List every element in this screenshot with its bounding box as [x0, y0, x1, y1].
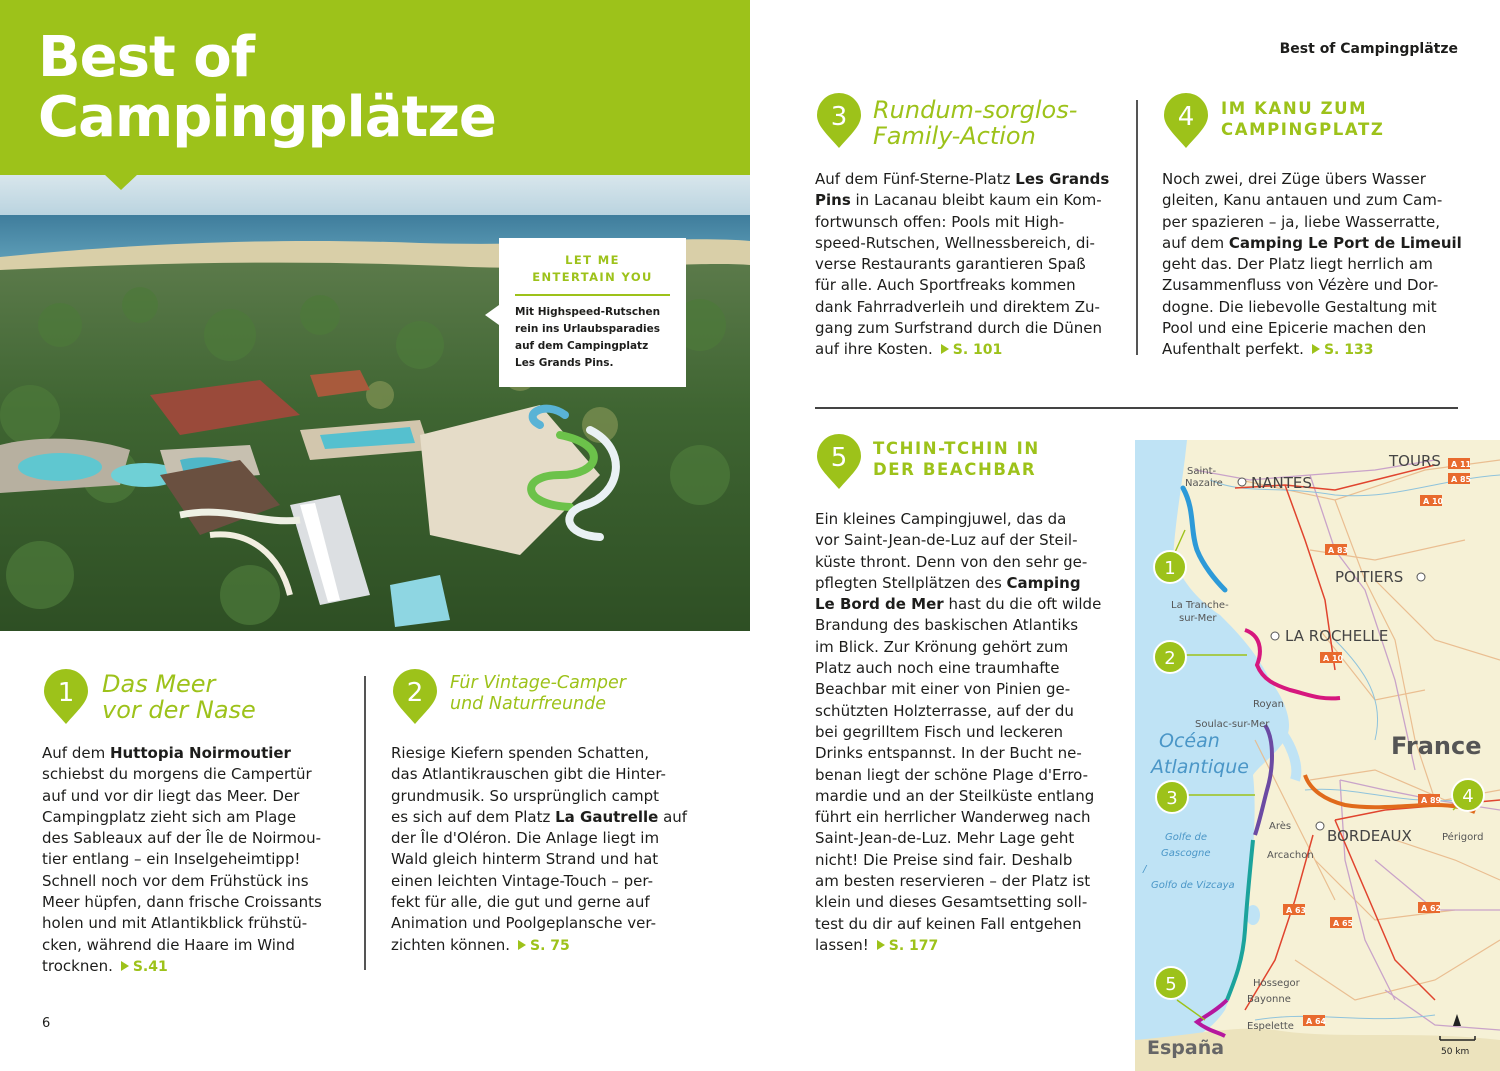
- text-line: Beachbar mit einer von Pinien ge-: [815, 680, 1071, 699]
- section-2-title: Für Vintage-Camper und Naturfreunde: [450, 673, 626, 714]
- text-line: Auf dem Huttopia Noirmoutier: [42, 744, 291, 762]
- page-reference-link[interactable]: S.41: [113, 959, 168, 975]
- text-line: Saint-Jean-de-Luz. Mehr Lage geht: [815, 829, 1075, 848]
- callout-arrow: [485, 305, 499, 325]
- text-line: trocknen. S.41: [42, 956, 168, 975]
- section-3-text: [815, 169, 1115, 362]
- svg-text:3: 3: [1166, 788, 1178, 809]
- section-5-title: TCHIN-TCHIN IN DER BEACHBAR: [873, 439, 1040, 479]
- section-1-text: [42, 743, 342, 978]
- marker-number-4: 4: [1177, 102, 1195, 132]
- text-line: es sich auf dem Platz La Gautrelle auf: [391, 807, 688, 826]
- text-line: gleiten, Kanu antauen und zum Cam-: [1162, 191, 1443, 210]
- text-line: Auf dem Fünf-Sterne-Platz Les Grands: [815, 170, 1110, 188]
- svg-text:sur-Mer: sur-Mer: [1179, 613, 1217, 624]
- city-nantes: NANTES: [1251, 474, 1312, 492]
- text-line: per spazieren – ja, liebe Wasserratte,: [1162, 212, 1441, 231]
- text-line: auf und vor dir liegt das Meer. Der: [42, 786, 300, 805]
- arrow-right-icon: [121, 961, 129, 971]
- page-reference-link[interactable]: S. 133: [1304, 342, 1374, 358]
- text-line: im Blick. Zur Krönung gehört zum: [815, 637, 1069, 656]
- label-gulf: Golfe de: [1165, 832, 1207, 843]
- city-poitiers: POITIERS: [1335, 568, 1404, 586]
- text-line: Animation und Poolgeplansche ver-: [391, 914, 657, 933]
- running-head: Best of Campingplätze: [1279, 41, 1458, 57]
- text-line: Riesige Kiefern spenden Schatten,: [391, 744, 650, 762]
- text-line: Brandung des baskischen Atlantiks: [815, 616, 1079, 635]
- title-line-1: Best of: [38, 25, 255, 90]
- marker-pin-3: [815, 92, 863, 150]
- marker-pin-5: [815, 433, 863, 491]
- text-line: holen und mit Atlantikblick frühstü-: [42, 914, 308, 933]
- text-line: cken, während die Haare im Wind: [42, 935, 295, 954]
- text-line: speed-Rutschen, Wellnessbereich, di-: [815, 233, 1095, 252]
- title-block: [0, 0, 750, 175]
- text-line: Noch zwei, drei Züge übers Wasser: [1162, 170, 1426, 188]
- city-la-tranche: La Tranche-: [1171, 600, 1229, 611]
- text-line: Pins in Lacanau bleibt kaum ein Kom-: [815, 191, 1102, 210]
- svg-text:Gascogne: Gascogne: [1161, 848, 1211, 859]
- text-line: Le Bord de Mer hast du die oft wilde: [815, 595, 1102, 614]
- text-line: verse Restaurants garantieren Spaß: [815, 255, 1086, 274]
- marker-number-5: 5: [830, 443, 848, 473]
- text-line: Schnell noch vor dem Frühstück ins: [42, 871, 309, 890]
- text-line: lassen! S. 177: [815, 935, 939, 954]
- section-3-title: Rundum-sorglos- Family-Action: [873, 96, 1078, 150]
- city-arcachon: Arcachon: [1267, 850, 1314, 861]
- svg-text:A 65: A 65: [1333, 919, 1354, 928]
- svg-text:1: 1: [1164, 558, 1176, 579]
- text-line: geht das. Der Platz liegt herrlich am: [1162, 255, 1433, 274]
- text-line: nicht! Die Preise sind fair. Deshalb: [815, 850, 1073, 869]
- text-line: auf dem Camping Le Port de Limeuil: [1162, 233, 1462, 252]
- text-line: Drinks entspannst. In der Bucht ne-: [815, 744, 1082, 763]
- arrow-right-icon: [877, 940, 885, 950]
- marker-pin-1: [42, 668, 90, 726]
- text-line: Pool und eine Epicerie machen den: [1162, 319, 1427, 338]
- text-line: zichten können. S. 75: [391, 935, 570, 954]
- city-royan: Royan: [1253, 699, 1285, 710]
- svg-text:A 85: A 85: [1451, 475, 1472, 484]
- city-soulac: Soulac-sur-Mer: [1195, 719, 1270, 730]
- svg-text:A 62: A 62: [1421, 904, 1442, 913]
- callout-rule: [515, 294, 670, 296]
- text-line: fortwunsch offen: Pools mit High-: [815, 212, 1065, 231]
- text-line: tier entlang – ein Inselgeheimtipp!: [42, 850, 301, 869]
- text-line: Wald gleich hinterm Strand und hat: [391, 850, 659, 869]
- callout-kicker: LET ME ENTERTAIN YOU: [532, 253, 653, 284]
- label-ocean: Océan: [1159, 730, 1220, 752]
- section-2-text: [391, 743, 701, 957]
- arrow-right-icon: [1312, 344, 1320, 354]
- section-5-text: [815, 509, 1120, 957]
- svg-text:A 63: A 63: [1286, 906, 1307, 915]
- text-line: fekt für alle, die gut und gerne auf: [391, 893, 650, 912]
- svg-text:5: 5: [1165, 974, 1177, 995]
- text-line: vor Saint-Jean-de-Luz auf der Steil-: [815, 531, 1078, 550]
- column-divider-right: [1136, 100, 1138, 355]
- column-divider: [364, 676, 366, 970]
- page-reference-link[interactable]: S. 101: [933, 342, 1003, 358]
- text-line: schützten Holzterrasse, auf der du: [815, 701, 1074, 720]
- text-line: dank Fahrradverleih und direktem Zu-: [815, 297, 1100, 316]
- svg-text:4: 4: [1462, 786, 1474, 807]
- text-line: küste thront. Denn von den sehr ge-: [815, 552, 1088, 571]
- text-line: klein und dieses Gesamtsetting soll-: [815, 893, 1088, 912]
- text-line: einen leichten Vintage-Touch – per-: [391, 871, 654, 890]
- marker-pin-2: [391, 668, 439, 726]
- svg-text:/: /: [1143, 864, 1147, 875]
- title-notch: [104, 174, 138, 190]
- text-line: Zusammenfluss von Vézère und Dor-: [1162, 276, 1439, 295]
- city-tours: TOURS: [1389, 452, 1441, 470]
- text-line: mardie und an der Steilküste entlang: [815, 786, 1095, 805]
- text-line: grundmusik. So ursprünglich campt: [391, 786, 660, 805]
- city-bayonne: Bayonne: [1247, 994, 1291, 1005]
- page-reference-link[interactable]: S. 177: [869, 938, 939, 954]
- text-line: für alle. Auch Sportfreaks kommen: [815, 276, 1076, 295]
- label-france: France: [1391, 732, 1482, 760]
- title-line-2: Campingplätze: [38, 85, 496, 150]
- city-bordeaux: BORDEAUX: [1327, 827, 1412, 845]
- svg-text:2: 2: [1164, 648, 1176, 669]
- svg-text:A 89: A 89: [1421, 796, 1442, 805]
- page-reference-link[interactable]: S. 75: [510, 938, 570, 954]
- city-espelette: Espelette: [1247, 1021, 1294, 1032]
- svg-text:Golfo de Vizcaya: Golfo de Vizcaya: [1151, 880, 1235, 891]
- text-line: dogne. Die liebevolle Gestaltung mit: [1162, 297, 1437, 316]
- text-line: führt ein herrlicher Wanderweg nach: [815, 808, 1091, 827]
- marker-number-2: 2: [406, 678, 424, 708]
- city-saint-nazaire: Saint-: [1187, 466, 1217, 477]
- arrow-right-icon: [518, 940, 526, 950]
- region-map: [1135, 440, 1500, 1071]
- text-line: benan liegt der schöne Plage d'Erro-: [815, 765, 1089, 784]
- arrow-right-icon: [941, 344, 949, 354]
- callout-box: [499, 238, 686, 387]
- svg-text:Atlantique: Atlantique: [1151, 756, 1249, 778]
- text-line: am besten reservieren – der Platz ist: [815, 872, 1091, 891]
- section-4-text: [1162, 169, 1462, 362]
- text-line: des Sableaux auf der Île de Noirmou-: [42, 829, 322, 848]
- text-line: auf ihre Kosten. S. 101: [815, 340, 1003, 359]
- city-hossegor: Hossegor: [1253, 978, 1300, 989]
- svg-text:A 64: A 64: [1306, 1017, 1327, 1026]
- marker-pin-4: [1162, 92, 1210, 150]
- svg-text:A 11: A 11: [1451, 460, 1472, 469]
- horizontal-divider: [815, 407, 1458, 409]
- text-line: bei gegrilltem Fisch und leckeren: [815, 722, 1064, 741]
- page-number: 6: [42, 1016, 51, 1031]
- svg-text:A 10: A 10: [1323, 654, 1344, 663]
- svg-text:A 83: A 83: [1328, 546, 1349, 555]
- marker-number-3: 3: [830, 102, 848, 132]
- callout-body: Mit Highspeed-Rutschen rein ins Urlaubsparadies auf dem Campingplatz Les Grands Pins.: [515, 306, 661, 369]
- text-line: gang zum Surfstrand durch die Dünen: [815, 319, 1102, 338]
- city-la-rochelle: LA ROCHELLE: [1285, 627, 1389, 645]
- marker-number-1: 1: [57, 678, 75, 708]
- section-1-title: Das Meer vor der Nase: [102, 670, 256, 724]
- svg-text:A 10: A 10: [1423, 497, 1444, 506]
- text-line: das Atlantikrauschen gibt die Hinter-: [391, 765, 666, 784]
- text-line: Aufenthalt perfekt. S. 133: [1162, 340, 1374, 359]
- page-title: [38, 25, 496, 150]
- label-espana: España: [1147, 1037, 1225, 1059]
- city-ares: Arès: [1269, 821, 1292, 832]
- region-perigord: Périgord: [1442, 832, 1484, 843]
- text-line: Platz auch noch eine traumhafte: [815, 659, 1060, 678]
- text-line: test du dir auf keinen Fall entgehen: [815, 914, 1082, 933]
- text-line: Campingplatz zieht sich am Plage: [42, 807, 297, 826]
- text-line: Ein kleines Campingjuwel, das da: [815, 510, 1067, 528]
- text-line: Meer hüpfen, dann frische Croissants: [42, 893, 322, 912]
- section-4-title: IM KANU ZUM CAMPINGPLATZ: [1221, 99, 1385, 139]
- svg-text:50 km: 50 km: [1441, 1047, 1470, 1057]
- text-line: der Île d'Oléron. Die Anlage liegt im: [391, 829, 660, 848]
- text-line: pflegten Stellplätzen des Camping: [815, 573, 1081, 592]
- text-line: schiebst du morgens die Campertür: [42, 765, 312, 784]
- svg-text:Nazaire: Nazaire: [1185, 478, 1223, 489]
